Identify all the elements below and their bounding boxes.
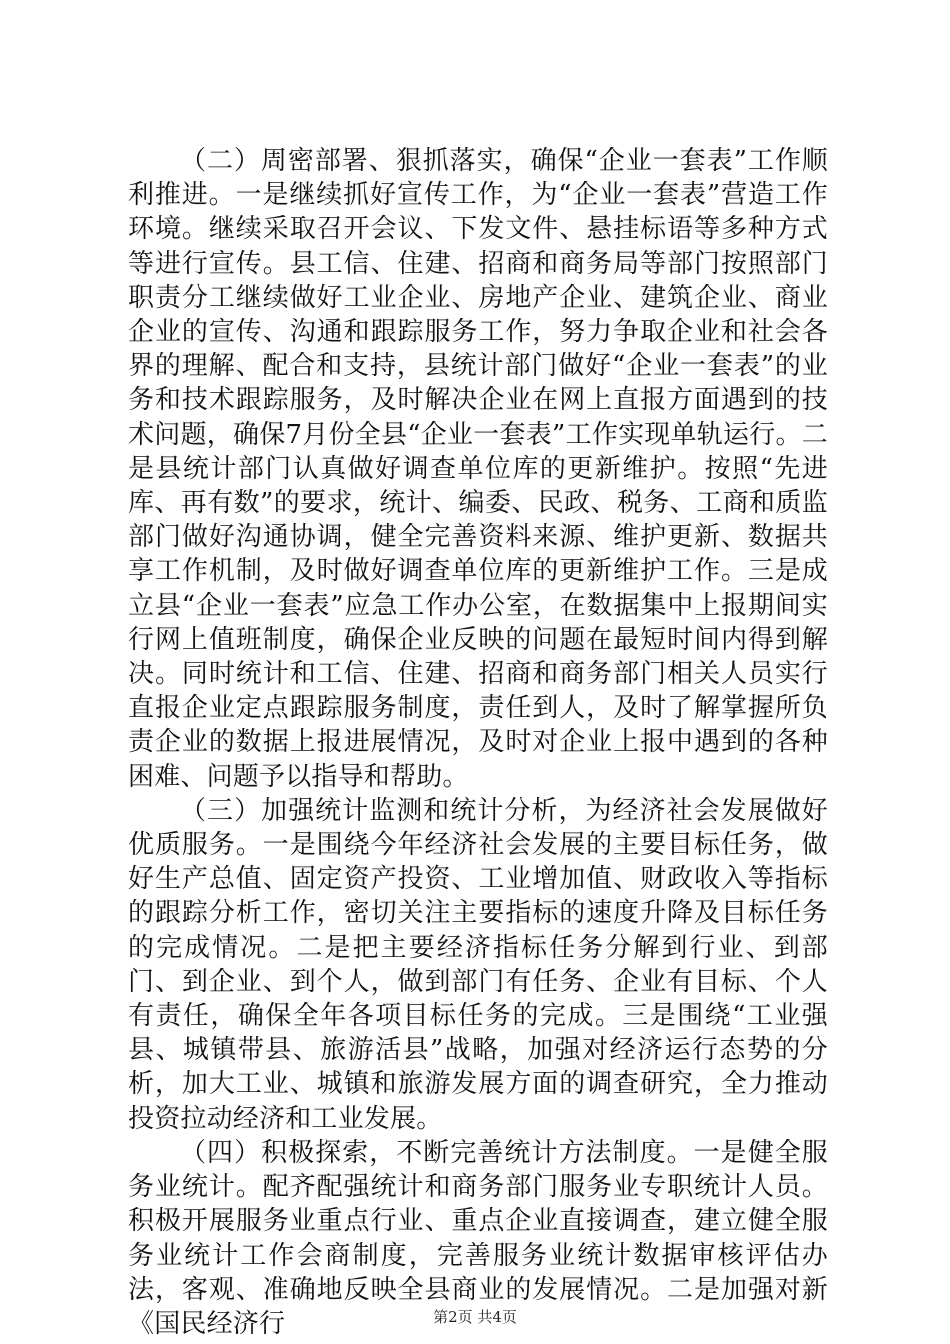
paragraph-3: （三）加强统计监测和统计分析，为经济社会发展做好优质服务。一是围绕今年经济社会发展的主要目标任务，做好生产总值、固定资产投资、工业增加值、财政收入等指标的跟踪分析工作，密切关注主要指标的速度升降及目标任务的完成情况。二是把主要经济指标任务分解到行业、到部门、到企业、到个人，做到部门有任务、企业有目标、个人有责任，确保全年各项目标任务的完成。三是围绕“工业强县、城镇带县、旅游活县”战略，加强对经济运行态势的分析，加大工业、城镇和旅游发展方面的调查研究，全力推动投资拉动经济和工业发展。 (128, 795, 828, 1134)
paragraph-4: （四）积极探索，不断完善统计方法制度。一是健全服务业统计。配齐配强统计和商务部门服务业专职统计人员。积极开展服务业重点行业、重点企业直接调查，建立健全服务业统计工作会商制度，完善服务业统计数据审核评估办法，客观、准确地反映全县商业的发展情况。二是加强对新《国民经济行 (128, 1137, 828, 1339)
page-number-footer: 第2页 共4页 (433, 1308, 517, 1326)
paragraph-2: （二）周密部署、狠抓落实，确保“企业一套表”工作顺利推进。一是继续抓好宣传工作，为“企业一套表”营造工作环境。继续采取召开会议、下发文件、悬挂标语等多种方式等进行宣传。县工信、住建、招商和商务局等部门按照部门职责分工继续做好工业企业、房地产企业、建筑企业、商业企业的宣传、沟通和跟踪服务工作，努力争取企业和社会各界的理解、配合和支持，县统计部门做好“企业一套表”的业务和技术跟踪服务，及时解决企业在网上直报方面遇到的技术问题，确保7月份全县“企业一套表”工作实现单轨运行。二是县统计部门认真做好调查单位库的更新维护。按照“先进库、再有数”的要求，统计、编委、民政、税务、工商和质监部门做好沟通协调，健全完善资料来源、维护更新、数据共享工作机制，及时做好调查单位库的更新维护工作。三是成立县“企业一套表”应急工作办公室，在数据集中上报期间实行网上值班制度，确保企业反映的问题在最短时间内得到解决。同时统计和工信、住建、招商和商务部门相关人员实行直报企业定点跟踪服务制度，责任到人，及时了解掌握所负责企业的数据上报进展情况，及时对企业上报中遇到的各种困难、问题予以指导和帮助。 (128, 146, 828, 792)
document-body (128, 144, 828, 1341)
